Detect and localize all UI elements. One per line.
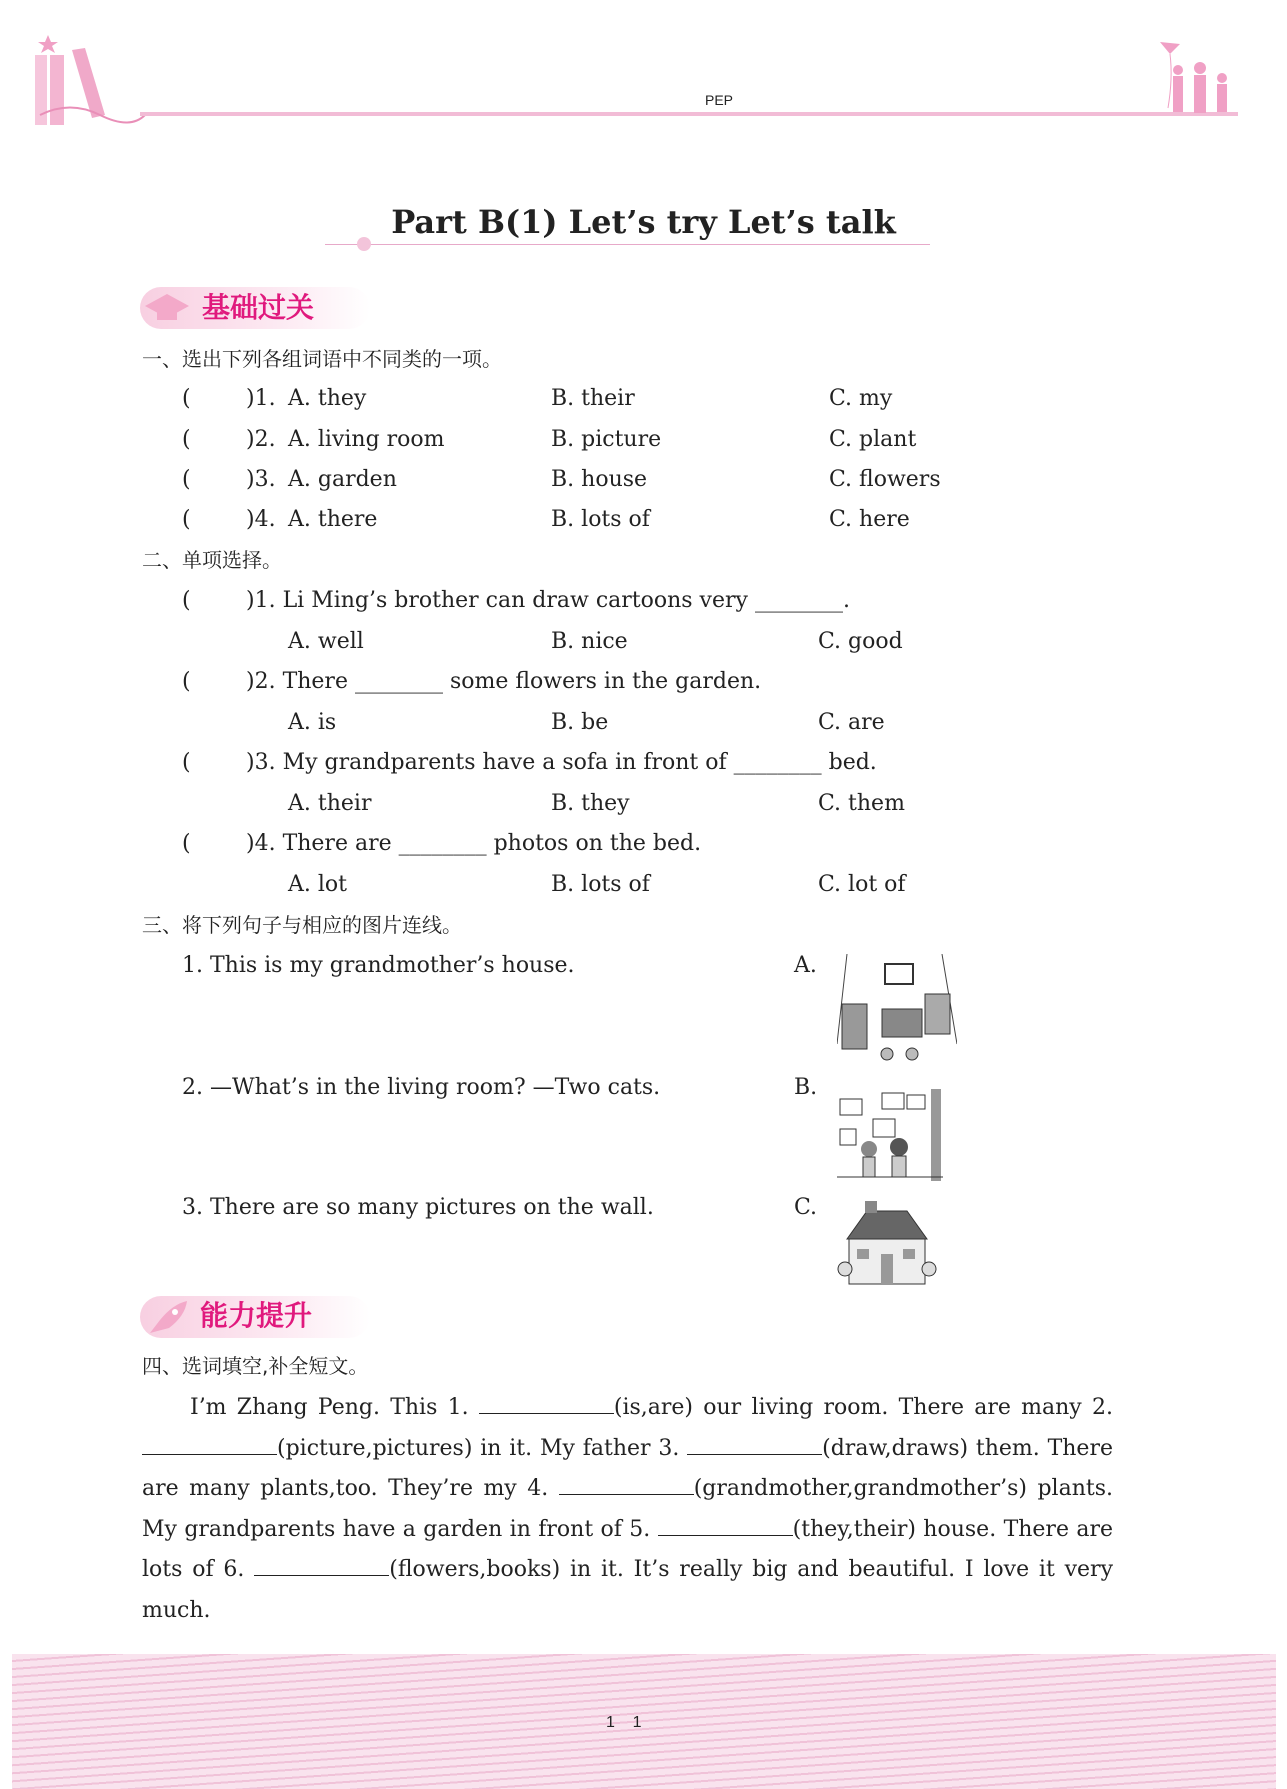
option-c: C. my [829, 386, 893, 411]
option-b: B. picture [551, 427, 662, 452]
title-underline [325, 244, 930, 245]
question-stem: )1. Li Ming’s brother can draw cartoons very ________. [246, 588, 850, 613]
graduation-cap-icon [145, 290, 190, 326]
item-number: )3. [246, 467, 276, 492]
option-b: B. lots of [551, 872, 650, 897]
answer-paren[interactable]: ( [182, 831, 191, 856]
answer-paren[interactable]: ( [182, 669, 191, 694]
passage-text: (is,are) our living room. There are many 2. [613, 1395, 1113, 1420]
item-number: )1. [246, 386, 276, 411]
pictures-on-wall-picture[interactable] [837, 1089, 943, 1181]
blank-6[interactable] [254, 1555, 389, 1576]
answer-paren[interactable]: ( [182, 427, 191, 452]
option-b: B. nice [551, 629, 628, 654]
option-a: A. well [288, 629, 364, 654]
option-c: C. plant [829, 427, 917, 452]
option-c: C. flowers [829, 467, 941, 492]
option-a: A. they [288, 386, 367, 411]
grandmother-house-picture[interactable] [837, 1199, 937, 1290]
answer-paren[interactable]: ( [182, 386, 191, 411]
passage-text: I’m Zhang Peng. This 1. [190, 1395, 479, 1420]
passage-text: (picture,pictures) in it. My father 3. [277, 1435, 688, 1461]
option-a: A. is [288, 710, 337, 735]
footer-band [12, 1654, 1276, 1789]
option-b: B. lots of [551, 507, 650, 532]
passage-text: (draw,draws) them. There are many plants,too. They’re my 4. [142, 1435, 1113, 1501]
blank-4[interactable] [559, 1474, 694, 1495]
picture-label: A. [794, 953, 817, 978]
answer-paren[interactable]: ( [182, 588, 191, 613]
rocket-icon [145, 1298, 190, 1338]
option-b: B. they [551, 791, 630, 816]
answer-paren[interactable]: ( [182, 467, 191, 492]
blank-2[interactable] [142, 1434, 277, 1455]
passage-text: (grandmother,grandmother’s) plants. My grandparents have a garden in front of 5. [142, 1476, 1113, 1542]
passage-text: (they,their) house. There are lots of 6. [142, 1516, 1113, 1582]
option-a: A. garden [288, 467, 397, 492]
header-rule [140, 112, 1238, 116]
match-sentence[interactable]: 1. This is my grandmother’s house. [182, 953, 575, 978]
blank-1[interactable] [479, 1393, 614, 1414]
section-title-advanced: 能力提升 [200, 1299, 313, 1332]
option-c: C. here [829, 507, 910, 532]
option-b: B. their [551, 386, 635, 411]
q2-heading: 二、单项选择。 [142, 548, 282, 572]
q3-heading: 三、将下列句子与相应的图片连线。 [142, 913, 462, 937]
option-b: B. house [551, 467, 648, 492]
option-a: A. lot [288, 872, 347, 897]
picture-label: B. [794, 1075, 818, 1100]
option-c: C. good [818, 629, 903, 654]
passage-text: (flowers,books) in it. It’s really big and beautiful. I love it very much. [142, 1557, 1113, 1623]
page-number: 1 1 [606, 1714, 642, 1731]
option-a: A. living room [288, 427, 445, 452]
option-b: B. be [551, 710, 609, 735]
answer-paren[interactable]: ( [182, 507, 191, 532]
q1-heading: 一、选出下列各组词语中不同类的一项。 [142, 347, 502, 371]
cloze-passage [142, 1388, 1113, 1631]
option-a: A. their [288, 791, 372, 816]
option-a: A. there [288, 507, 378, 532]
blank-5[interactable] [658, 1515, 793, 1536]
page-title: Part B(1) Let’s try Let’s talk [391, 203, 896, 241]
q4-heading: 四、选词填空,补全短文。 [142, 1354, 369, 1378]
question-stem: )3. My grandparents have a sofa in front of ________ bed. [246, 750, 877, 775]
question-stem: )2. There ________ some flowers in the garden. [246, 669, 762, 694]
picture-label: C. [794, 1195, 818, 1220]
match-sentence[interactable]: 3. There are so many pictures on the wall. [182, 1195, 654, 1220]
section-title-basic: 基础过关 [202, 291, 315, 324]
living-room-cats-picture[interactable] [837, 954, 957, 1065]
blank-3[interactable] [687, 1434, 822, 1455]
answer-paren[interactable]: ( [182, 750, 191, 775]
series-label: PEP [705, 92, 734, 108]
item-number: )2. [246, 427, 276, 452]
match-sentence[interactable]: 2. —What’s in the living room? —Two cats. [182, 1075, 661, 1100]
option-c: C. them [818, 791, 905, 816]
children-kite-icon [1158, 38, 1238, 116]
title-underline-dot [357, 237, 371, 251]
books-decoration-icon [30, 20, 150, 135]
option-c: C. lot of [818, 872, 906, 897]
question-stem: )4. There are ________ photos on the bed. [246, 831, 702, 856]
item-number: )4. [246, 507, 276, 532]
option-c: C. are [818, 710, 885, 735]
